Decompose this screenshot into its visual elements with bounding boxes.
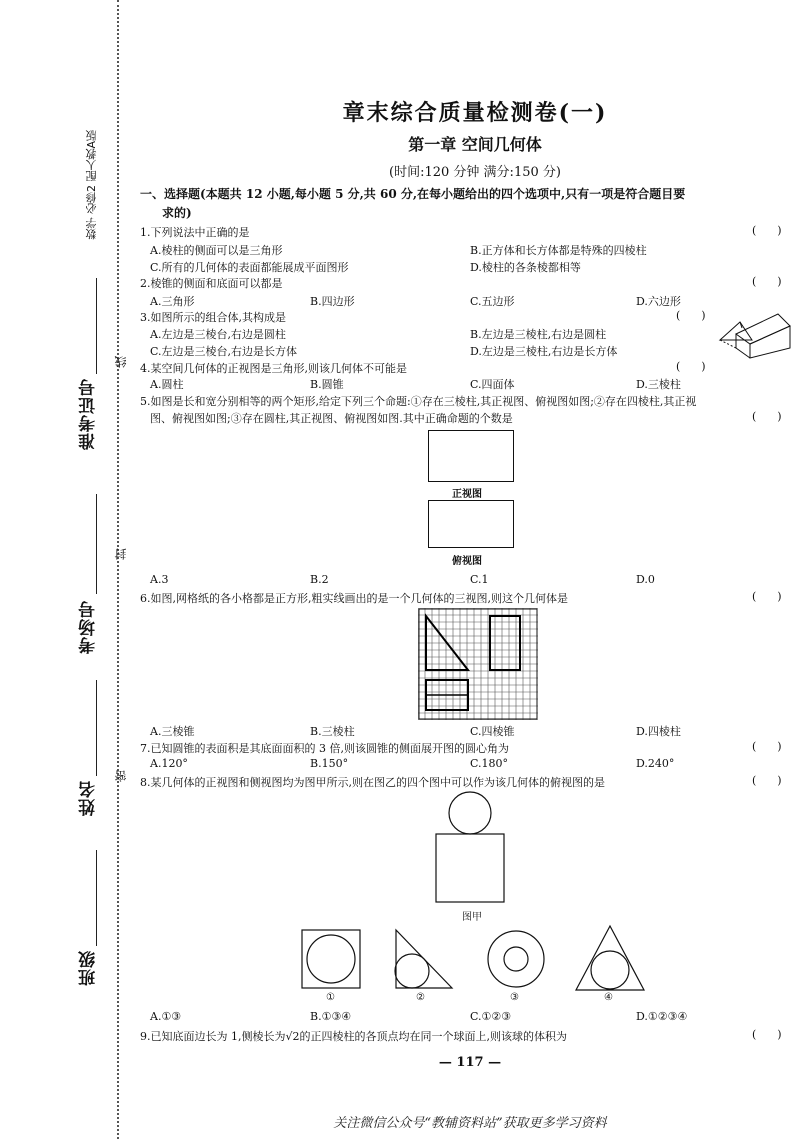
q2-option-a: A.三角形 xyxy=(150,295,195,308)
q3-composite-figure xyxy=(716,300,796,362)
q9-stem-post: 的正四棱柱的各顶点均在同一个球面上,则该球的体积为 xyxy=(299,1030,568,1043)
binding-book-title: 数学 必修2 配人教A版 xyxy=(85,130,98,240)
q7-option-b: B.150° xyxy=(310,757,349,770)
q7-option-c: C.180° xyxy=(470,757,509,770)
q8-option-d: D.①②③④ xyxy=(636,1010,688,1023)
q3-option-b: B.左边是三棱柱,右边是圆柱 xyxy=(470,328,607,341)
footer-watermark: 关注微信公众号“教辅资料站”获取更多学习资料 xyxy=(333,1116,607,1131)
q8-fig-2-triangle-circle xyxy=(392,926,456,990)
q5-option-a: A.3 xyxy=(150,573,169,586)
section-heading-cont: 求的) xyxy=(162,206,192,220)
class-line xyxy=(96,850,97,946)
q6-option-b: B.三棱柱 xyxy=(310,725,355,738)
name-line xyxy=(96,680,97,776)
q4-option-a: A.圆柱 xyxy=(150,378,184,391)
q8-fig-4-triangle-inscribed-circle xyxy=(574,924,646,992)
q8-stem: 8.某几何体的正视图和侧视图均为图甲所示,则在图乙的四个图中可以作为该几何体的俯视图的是 xyxy=(140,776,605,789)
time-info: (时间:120 分钟 满分:150 分) xyxy=(389,165,561,180)
q5-option-b: B.2 xyxy=(310,573,329,586)
q5-answer: ( ) xyxy=(752,410,782,423)
q3-answer: ( ) xyxy=(676,309,706,322)
page-title: 章末综合质量检测卷(一) xyxy=(342,100,608,126)
q8-fig-3-label: ③ xyxy=(510,992,519,1003)
q9-answer: ( ) xyxy=(752,1028,782,1041)
label-exam-id: 准考证号 xyxy=(79,378,99,450)
q9-sqrt: √2 xyxy=(285,1030,300,1043)
q3-option-c: C.左边是三棱台,右边是长方体 xyxy=(150,345,298,358)
q5-stem-line2: 图、俯视图如图;③存在圆柱,其正视图、俯视图如图.其中正确命题的个数是 xyxy=(150,412,513,425)
label-class: 班级 xyxy=(79,950,99,986)
q3-option-d: D.左边是三棱柱,右边是长方体 xyxy=(470,345,618,358)
q5-front-view-label: 正视图 xyxy=(452,489,482,500)
seal-char-mi: 密 xyxy=(114,770,128,782)
seal-char-feng: 封 xyxy=(114,548,128,560)
q2-option-c: C.五边形 xyxy=(470,295,515,308)
q8-fig-1-square-circle xyxy=(300,926,364,990)
q4-option-b: B.圆锥 xyxy=(310,378,344,391)
q8-answer: ( ) xyxy=(752,774,782,787)
q8-fig-3-concentric-circles xyxy=(484,926,548,990)
q8-option-c: C.①②③ xyxy=(470,1010,512,1023)
q4-option-c: C.四面体 xyxy=(470,378,515,391)
binding-dotted-line xyxy=(117,0,119,1139)
q2-option-d: D.六边形 xyxy=(636,295,681,308)
label-exam-room: 考场号 xyxy=(79,600,99,654)
q8-figure-jia-label: 图甲 xyxy=(462,912,482,923)
label-name: 姓名 xyxy=(79,780,99,816)
chapter-title: 第一章 空间几何体 xyxy=(408,135,542,154)
q6-stem: 6.如图,网格纸的各小格都是正方形,粗实线画出的是一个几何体的三视图,则这个几何体是 xyxy=(140,592,568,605)
q8-fig-1-label: ① xyxy=(326,992,335,1003)
q4-option-d: D.三棱柱 xyxy=(636,378,681,391)
q1-option-b: B.正方体和长方体都是特殊的四棱柱 xyxy=(470,244,647,257)
q6-option-a: A.三棱锥 xyxy=(150,725,195,738)
q5-stem-line1: 5.如图是长和宽分别相等的两个矩形,给定下列三个命题:①存在三棱柱,其正视图、俯视图如图;②存在四棱柱,其正视 xyxy=(140,395,697,408)
q8-fig-4-label: ④ xyxy=(604,992,613,1003)
q3-stem: 3.如图所示的组合体,其构成是 xyxy=(140,311,286,324)
q5-option-d: D.0 xyxy=(636,573,655,586)
page-number: — 117 — xyxy=(438,1055,502,1070)
q1-answer: ( ) xyxy=(752,224,782,237)
q4-answer: ( ) xyxy=(676,360,706,373)
q5-top-view-rect xyxy=(428,500,514,548)
q8-option-a: A.①③ xyxy=(150,1010,182,1023)
q6-option-c: C.四棱锥 xyxy=(470,725,515,738)
exam-id-line xyxy=(96,278,97,374)
seal-char-line: 线 xyxy=(114,356,128,368)
q7-stem: 7.已知圆锥的表面积是其底面面积的 3 倍,则该圆锥的侧面展开图的圆心角为 xyxy=(140,742,509,755)
q2-option-b: B.四边形 xyxy=(310,295,355,308)
q8-option-b: B.①③④ xyxy=(310,1010,352,1023)
q5-front-view-rect xyxy=(428,430,514,482)
section-heading: 一、选择题(本题共 12 小题,每小题 5 分,共 60 分,在每小题给出的四个选项中,只有一项是符合题目要 xyxy=(140,187,686,201)
q2-answer: ( ) xyxy=(752,275,782,288)
q8-fig-2-label: ② xyxy=(416,992,425,1003)
q1-stem: 1.下列说法中正确的是 xyxy=(140,226,250,239)
q6-option-d: D.四棱柱 xyxy=(636,725,681,738)
q6-answer: ( ) xyxy=(752,590,782,603)
q3-option-a: A.左边是三棱台,右边是圆柱 xyxy=(150,328,286,341)
q4-stem: 4.某空间几何体的正视图是三角形,则该几何体不可能是 xyxy=(140,362,407,375)
q1-option-c: C.所有的几何体的表面都能展成平面图形 xyxy=(150,261,349,274)
q1-option-d: D.棱柱的各条棱都相等 xyxy=(470,261,581,274)
q2-stem: 2.棱锥的侧面和底面可以都是 xyxy=(140,277,283,290)
q5-top-view-label: 俯视图 xyxy=(452,556,482,567)
q1-option-a: A.棱柱的侧面可以是三角形 xyxy=(150,244,283,257)
q8-figure-jia xyxy=(430,790,510,912)
q9-stem xyxy=(140,1028,567,1044)
q5-option-c: C.1 xyxy=(470,573,489,586)
exam-room-line xyxy=(96,494,97,594)
q9-stem-pre: 9.已知底面边长为 1,侧棱长为 xyxy=(140,1030,286,1043)
q7-option-d: D.240° xyxy=(636,757,675,770)
q7-option-a: A.120° xyxy=(150,757,188,770)
q7-answer: ( ) xyxy=(752,740,782,753)
q6-three-view-grid xyxy=(418,608,538,720)
